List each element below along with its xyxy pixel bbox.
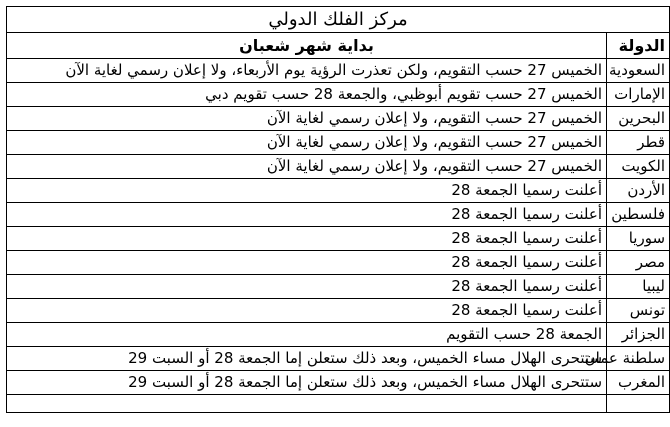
table-row: [7, 59, 670, 83]
empty-cell[interactable]: [607, 395, 670, 413]
table-row: [7, 299, 670, 323]
table-row: [7, 371, 670, 395]
country-cell[interactable]: الإمارات: [607, 83, 670, 107]
country-cell[interactable]: البحرين: [607, 107, 670, 131]
start-date-cell[interactable]: الخميس 27 حسب تقويم أبوظبي، والجمعة 28 حسب تقويم دبي: [7, 83, 607, 107]
start-date-cell[interactable]: أعلنت رسميا الجمعة 28: [7, 227, 607, 251]
title-row: [7, 7, 670, 33]
table-row: [7, 155, 670, 179]
country-cell[interactable]: السعودية: [607, 59, 670, 83]
table-row: [7, 275, 670, 299]
table-row: [7, 107, 670, 131]
header-row: [7, 33, 670, 59]
country-cell[interactable]: الأردن: [607, 179, 670, 203]
table-row: [7, 131, 670, 155]
start-date-cell[interactable]: الخميس 27 حسب التقويم، ولكن تعذرت الرؤية يوم الأربعاء، ولا إعلان رسمي لغاية الآن: [7, 59, 607, 83]
header-country[interactable]: الدولة: [607, 33, 670, 59]
table-row: [7, 251, 670, 275]
country-cell[interactable]: قطر: [607, 131, 670, 155]
country-cell[interactable]: الجزائر: [607, 323, 670, 347]
table-row: [7, 347, 670, 371]
country-cell[interactable]: تونس: [607, 299, 670, 323]
start-date-cell[interactable]: أعلنت رسميا الجمعة 28: [7, 299, 607, 323]
start-date-cell[interactable]: الخميس 27 حسب التقويم، ولا إعلان رسمي لغاية الآن: [7, 131, 607, 155]
country-cell[interactable]: مصر: [607, 251, 670, 275]
start-date-cell[interactable]: الخميس 27 حسب التقويم، ولا إعلان رسمي لغاية الآن: [7, 155, 607, 179]
table-row: [7, 83, 670, 107]
country-cell[interactable]: سلطنة عمان: [607, 347, 670, 371]
empty-row: [7, 395, 670, 413]
country-cell[interactable]: المغرب: [607, 371, 670, 395]
start-date-cell[interactable]: أعلنت رسميا الجمعة 28: [7, 275, 607, 299]
start-date-cell[interactable]: ستتحرى الهلال مساء الخميس، وبعد ذلك ستعلن إما الجمعة 28 أو السبت 29: [7, 347, 607, 371]
start-date-cell[interactable]: أعلنت رسميا الجمعة 28: [7, 179, 607, 203]
table-row: [7, 203, 670, 227]
country-cell[interactable]: سوريا: [607, 227, 670, 251]
start-date-cell[interactable]: الخميس 27 حسب التقويم، ولا إعلان رسمي لغاية الآن: [7, 107, 607, 131]
table-row: [7, 227, 670, 251]
start-date-cell[interactable]: أعلنت رسميا الجمعة 28: [7, 251, 607, 275]
header-start[interactable]: بداية شهر شعبان: [7, 33, 607, 59]
country-cell[interactable]: ليبيا: [607, 275, 670, 299]
table-body: [7, 7, 670, 413]
visibility-table: [6, 6, 670, 413]
start-date-cell[interactable]: ستتحرى الهلال مساء الخميس، وبعد ذلك ستعلن إما الجمعة 28 أو السبت 29: [7, 371, 607, 395]
table-title[interactable]: مركز الفلك الدولي: [7, 7, 670, 33]
start-date-cell[interactable]: الجمعة 28 حسب التقويم: [7, 323, 607, 347]
country-cell[interactable]: الكويت: [607, 155, 670, 179]
empty-cell[interactable]: [7, 395, 607, 413]
start-date-cell[interactable]: أعلنت رسميا الجمعة 28: [7, 203, 607, 227]
country-cell[interactable]: فلسطين: [607, 203, 670, 227]
table-row: [7, 179, 670, 203]
table-row: [7, 323, 670, 347]
